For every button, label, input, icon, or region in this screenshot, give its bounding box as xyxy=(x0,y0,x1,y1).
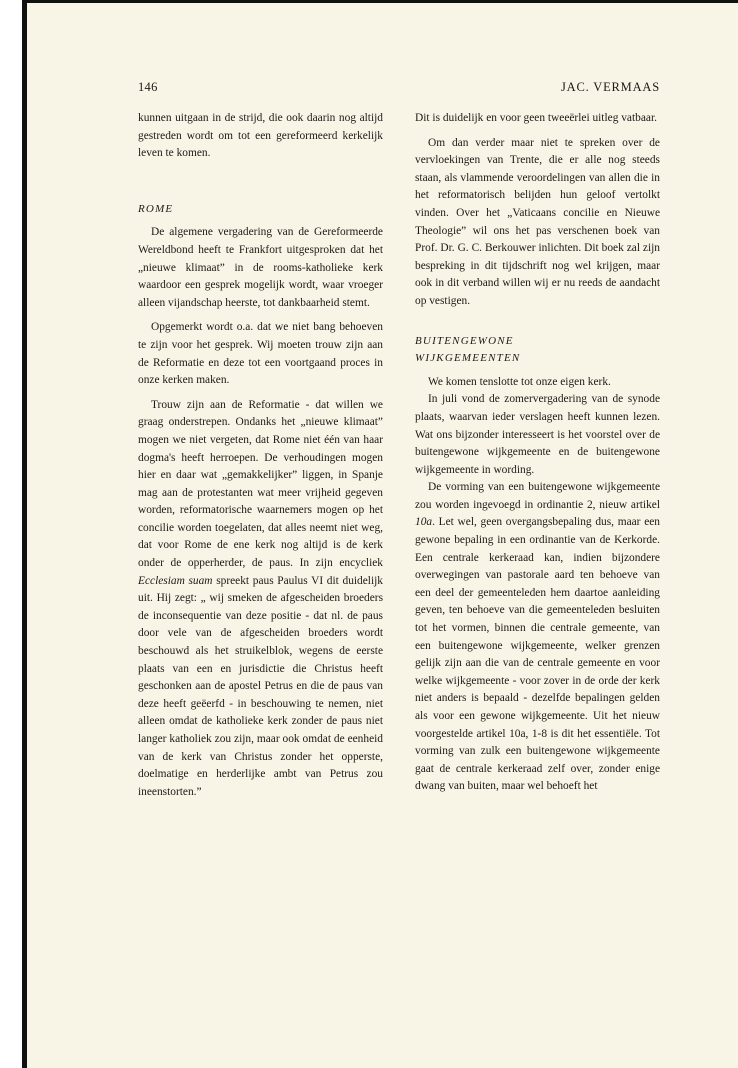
running-title: JAC. VERMAAS xyxy=(561,80,660,94)
section-heading-wijkgemeenten: BUITENGEWONE WIJKGEMEENTEN xyxy=(415,334,521,365)
paragraph: We komen tenslotte tot onze eigen kerk. xyxy=(428,375,611,388)
page-number: 146 xyxy=(138,80,158,94)
paragraph: Om dan verder maar niet te spreken over de vervloekingen van Trente, die er alle nog steeds staan, als vlammende veroordelingen van allen die in het reformatorisch belijden hun geloof vertolkt vinden. Over het „Vaticaans concilie en Nieuwe Theologie” wil ons het pas verschenen boek van Prof. Dr. G. C. Berkouwer inlichten. Dit boek zal zijn bespreking in dit tijdschrift nog wel krijgen, maar ook in dit verband willen wij er nu reeds de aandacht op vestigen. xyxy=(415,136,660,307)
article-number: 10a xyxy=(415,516,433,529)
paragraph: Opgemerkt wordt o.a. dat we niet bang behoeven te zijn voor het gesprek. Wij moeten trouw zijn aan de Reformatie en deze tot een voortgaand proces in onze kerken maken. xyxy=(138,321,383,387)
left-column xyxy=(138,110,383,801)
paragraph: Dit is duidelijk en voor geen tweeërlei uitleg vatbaar. xyxy=(415,112,657,124)
continuation-paragraph: kunnen uitgaan in de strijd, die ook daarin nog altijd gestreden wordt om tot een gereformeerd kerkelijk leven te komen. xyxy=(138,112,383,160)
paragraph: De algemene vergadering van de Gereformeerde Wereldbond heeft te Frankfort uitgesproken dat het „nieuwe klimaat” in de rooms-katholieke kerk waardoor een gesprek mogelijk wordt, waar vroeger alleen vijandschap heerste, tot dankbaarheid stemt. xyxy=(138,226,383,309)
paragraph: In juli vond de zomervergadering van de synode plaats, waarvan ieder verslagen heeft kunnen lezen. Wat ons bijzonder interesseert is het voorstel over de buitengewone wijkgemeente en de buitengewone wijkgemeente in wording. xyxy=(415,393,660,476)
paragraph-article-10a: De vorming van een buitengewone wijkgemeente zou worden ingevoegd in ordinantie 2, nieuw artikel 10a. Let wel, geen overgangsbepaling dus, maar een gewone bepaling in een ordinantie van de Kerkorde. Een centrale kerkeraad kan, indien bijzondere overwegingen van pastorale aard ten behoeve van een deel der gemeenteleden hem daartoe aanleiding geven, ten behoeve van die gemeenteleden besluiten tot het vormen, binnen die centrale gemeente, van een buitengewone wijkgemeente, welker grenzen gelijk zijn aan die van de centrale gemeente en voor welke wijkgemeente - voor zover in de orde der kerk niet anders is bepaald - dezelfde bepalingen gelden als voor een gewone wijkgemeente. Uit het nieuw voorgestelde artikel 10a, 1-8 is dit het essentiële. Tot vorming van zulk een buitengewone wijkgemeente gaat de centrale kerkeraad zelf over, zonder enige dwang van buiten, maar wel behoeft het xyxy=(415,481,660,793)
right-column xyxy=(415,110,660,796)
paragraph-encyclical: Trouw zijn aan de Reformatie - dat willen we graag onderstrepen. Ondanks het „nieuwe klimaat” mogen we niet vergeten, dat Rome niet één van haar dogma's heeft herroepen. De verhoudingen mogen hier en daar wat „gemakkelijker” liggen, in Spanje mag aan de protestanten wat meer vrijheid gegeven worden, reformatorische waarnemers mogen op het concilie worden toegelaten, dat alles neemt niet weg, dat voor Rome de ene kerk nog altijd is de kerk onder de opperherder, de paus. In zijn encycliek Ecclesiam suam spreekt paus Paulus VI dit duidelijk uit. Hij zegt: „ wij smeken de afgescheiden broeders de inconsequentie van deze positie - dat nl. de paus door vele van de afgescheiden broeders wordt beschouwd als het struikelblok, wegens de eerste plaats van een en jurisdictie die Christus heeft geschonken aan de apostel Petrus en die de paus van deze heeft geëerfd - in beschouwing te nemen, niet alleen omdat de katholieke kerk zonder de paus niet langer katholiek zou zijn, maar ook omdat de eenheid van de kerk van Christus zonder het opperste, doelmatige en herderlijke ambt van Petrus zou ineenstorten.” xyxy=(138,398,383,798)
section-heading-rome: ROME xyxy=(138,202,174,215)
encyclical-title: Ecclesiam suam xyxy=(138,574,213,587)
page-header xyxy=(138,80,660,100)
